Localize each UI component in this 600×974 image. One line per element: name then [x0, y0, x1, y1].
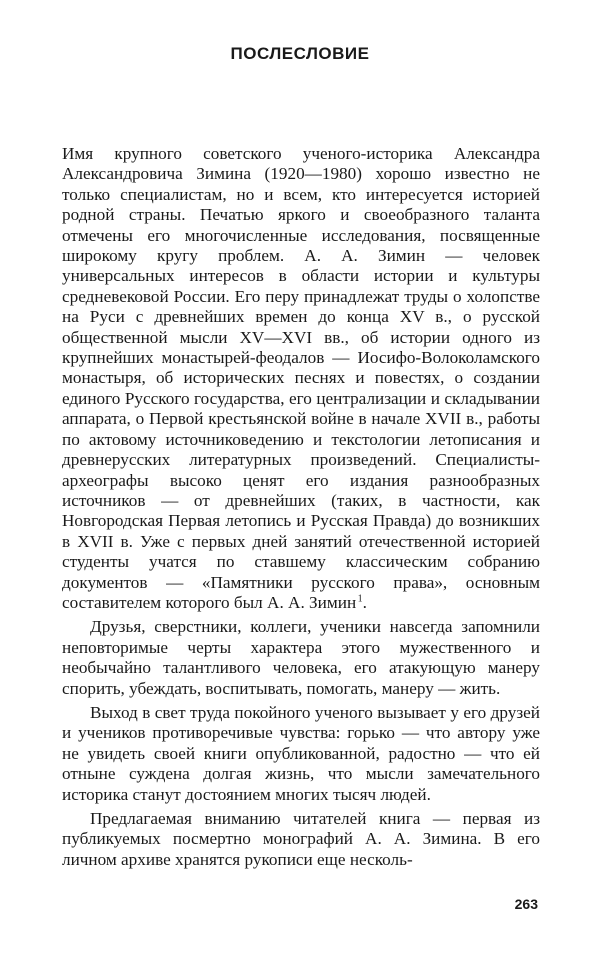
paragraph-2: Друзья, сверстники, коллеги, ученики навсегда запомнили неповторимые черты характера этого мужественного и необычайно талантливого человека, его атакующую манеру спорить, убеждать, воспитывать, помогать, манеру — жить.	[62, 617, 540, 698]
paragraph-3: Выход в свет труда покойного ученого вызывает у его друзей и учеников противоречивые чувства: горько — что автору уже не увидеть своей книги опубликованной, радостно — что ей отныне суждена долгая жизнь, что мысли замечательного историка станут достоянием многих тысяч людей.	[62, 702, 540, 804]
paragraph-1-end: .	[362, 592, 367, 612]
footnote-marker[interactable]: 1	[357, 593, 363, 605]
paragraph-1	[62, 144, 540, 613]
body-text	[62, 144, 540, 870]
page-number: 263	[514, 896, 538, 912]
chapter-heading: ПОСЛЕСЛОВИЕ	[230, 44, 370, 63]
paragraph-1-text: Имя крупного советского ученого-историка Александра Александровича Зимина (1920—1980) хорошо известно не только специалистам, но и всем, кто интересуется историей родной страны. Печатью яркого и своеобразного таланта отмечены его многочисленные исследования, посвященные широкому кругу проблем. А. А. Зимин — человек универсальных интересов в области истории и культуры средневековой России. Его перу принадлежат труды о холопстве на Руси с древнейших времен до конца XV в., о русской общественной мысли XV—XVI вв., об истории одного из крупнейших монастырей-феодалов — Иосифо-Волоколамского монастыря, об исторических песнях и повестях, о создании единого Русского государства, его централизации и складывании аппарата, о Первой крестьянской войне в начале XVII в., работы по актовому источниковедению и текстологии летописания и древнерусских литературных произведений. Специалисты-археографы высоко ценят его издания разнообразных источников — от древнейших (таких, в частности, как Новгородская Первая летопись и Русская Правда) до возникших в XVII в. Уже с первых дней занятий отечественной историей студенты учатся по ставшему классическим собранию документов — «Памятники русского права», основным составителем которого был А. А. Зимин	[62, 144, 540, 612]
paragraph-4: Предлагаемая вниманию читателей книга — первая из публикуемых посмертно монографий А. А. Зимина. В его личном архиве хранятся рукописи еще несколь-	[62, 809, 540, 869]
